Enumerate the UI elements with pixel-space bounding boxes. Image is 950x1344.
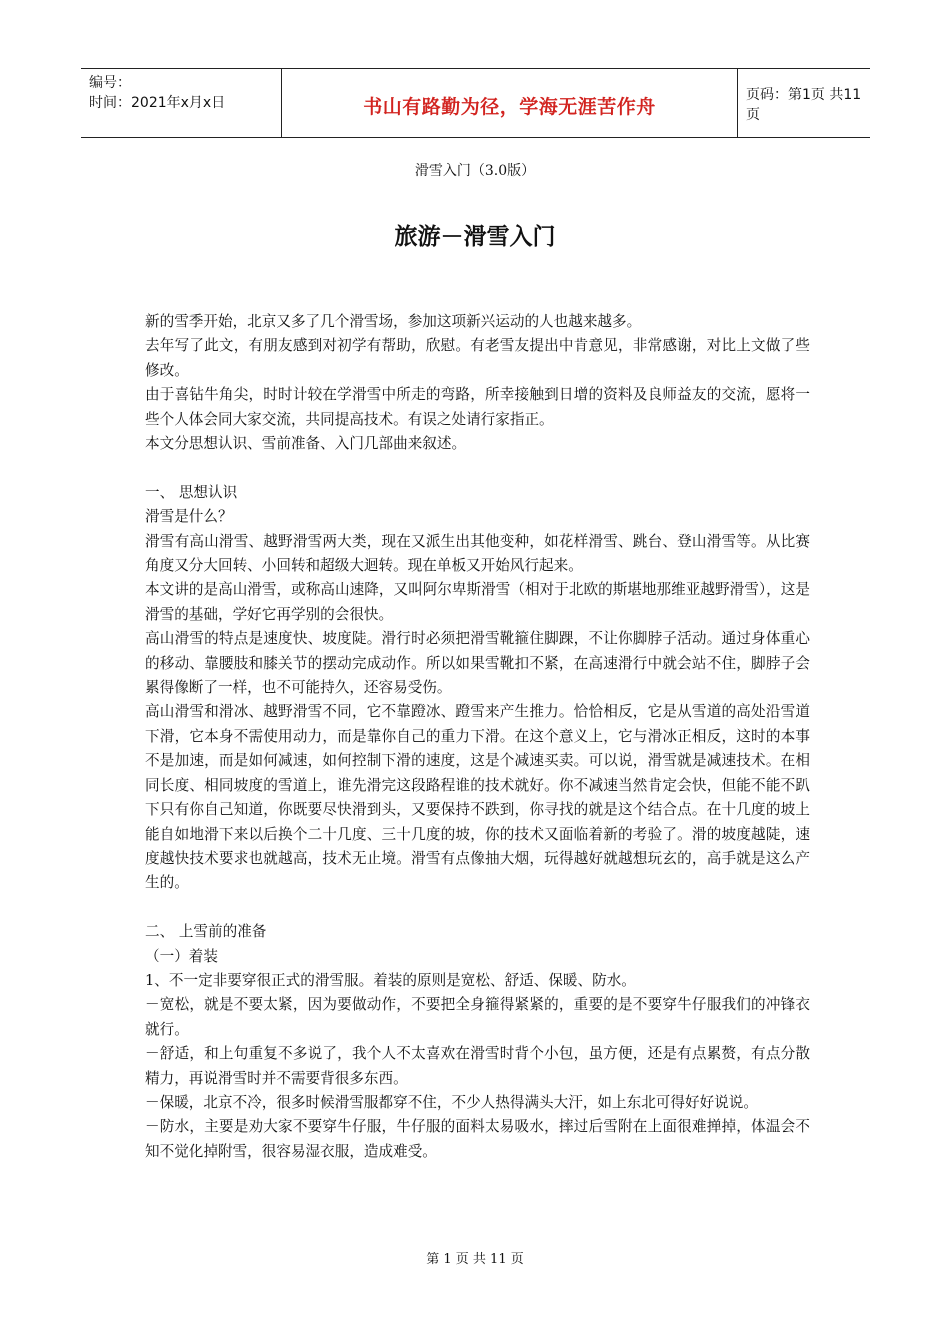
paragraph: 高山滑雪和滑冰、越野滑雪不同，它不靠蹬冰、蹬雪来产生推力。恰恰相反，它是从雪道的高处沿雪道下滑，它本身不需使用动力，而是靠你自己的重力下滑。在这个意义上，它与滑冰正相反，这时的本事不是加速，而是如何减速，如何控制下滑的速度，这是个减速买卖。可以说，滑雪就是减速技术。在相同长度、相同坡度的雪道上，谁先滑完这段路程谁的技术就好。你不减速当然肯定会快，但能不能不趴下只有你自己知道，你既要尽快滑到头，又要保持不跌到，你寻找的就是这个结合点。在十几度的坡上能自如地滑下来以后换个二十几度、三十几度的坡，你的技术又面临着新的考验了。滑的坡度越陡，速度越快技术要求也就越高，技术无止境。滑雪有点像抽大烟，玩得越好就越想玩玄的，高手就是这么产生的。 — [145, 703, 810, 892]
page-info: 页码：第1页 共11页 — [746, 87, 862, 123]
paragraph: 新的雪季开始，北京又多了几个滑雪场，参加这项新兴运动的人也越来越多。 — [145, 313, 642, 330]
paragraph: 滑雪有高山滑雪、越野滑雪两大类，现在又派生出其他变种，如花样滑雪、跳台、登山滑雪等。从比赛角度又分大回转、小回转和超级大迴转。现在单板又开始风行起来。 — [145, 532, 810, 575]
motto-text: 书山有路勤为径，学海无涯苦作舟 — [363, 95, 656, 118]
paragraph: 去年写了此文，有朋友感到对初学有帮助，欣慰。有老雪友提出中肯意见，非常感谢，对比上文做了些修改。 — [145, 337, 810, 379]
paragraph: －防水，主要是劝大家不要穿牛仔服，牛仔服的面料太易吸水，摔过后雪附在上面很难掸掉，体温会不知不觉化掉附雪，很容易湿衣服，造成难受。 — [145, 1118, 810, 1160]
document-number-label: 编号： — [89, 75, 131, 91]
header-table — [81, 68, 870, 138]
document-title: 旅游－滑雪入门 — [394, 224, 556, 250]
paragraph: 本文讲的是高山滑雪，或称高山速降，又叫阿尔卑斯滑雪（相对于北欧的斯堪地那维亚越野滑雪），这是滑雪的基础，学好它再学别的会很快。 — [145, 581, 810, 623]
paragraph: 一、 思想认识 — [145, 483, 238, 501]
page-footer: 第 1 页 共 11 页 — [426, 1252, 524, 1267]
paragraph: 滑雪是什么？ — [145, 508, 233, 526]
paragraph: －保暖，北京不冷，很多时候滑雪服都穿不住，不少人热得满头大汗，如上东北可得好好说说。 — [145, 1093, 758, 1111]
paragraph: 本文分思想认识、雪前准备、入门几部曲来叙述。 — [145, 435, 467, 453]
paragraph: 二、 上雪前的准备 — [145, 923, 267, 941]
paragraph: 由于喜钻牛角尖，时时计较在学滑雪中所走的弯路，所幸接触到日增的资料及良师益友的交流，愿将一些个人体会同大家交流，共同提高技术。有误之处请行家指正。 — [145, 386, 810, 428]
paragraph: 高山滑雪的特点是速度快、坡度陡。滑行时必须把滑雪靴箍住脚踝，不让你脚脖子活动。通过身体重心的移动、靠腰肢和膝关节的摆动完成动作。所以如果雪靴扣不紧，在高速滑行中就会站不住，脚脖子会累得像断了一样，也不可能持久，还容易受伤。 — [145, 630, 810, 697]
header-motto-cell — [281, 69, 738, 137]
paragraph-gap — [145, 456, 810, 480]
header-page-cell — [736, 69, 870, 137]
document-body — [145, 310, 810, 1164]
paragraph: 1、不一定非要穿很正式的滑雪服。着装的原则是宽松、舒适、保暖、防水。 — [145, 971, 636, 989]
paragraph-gap — [145, 896, 810, 920]
paragraph: －宽松，就是不要太紧，因为要做动作，不要把全身箍得紧紧的，重要的是不要穿牛仔服我们的冲锋衣就行。 — [145, 996, 810, 1038]
document-subtitle: 滑雪入门（3.0版） — [414, 163, 536, 179]
header-meta-cell — [81, 69, 281, 137]
document-date: 时间：2021年x月x日 — [89, 95, 226, 111]
paragraph: （一）着装 — [145, 947, 218, 965]
paragraph: －舒适，和上句重复不多说了，我个人不太喜欢在滑雪时背个小包，虽方便，还是有点累赘，有点分散精力，再说滑雪时并不需要背很多东西。 — [145, 1045, 810, 1087]
